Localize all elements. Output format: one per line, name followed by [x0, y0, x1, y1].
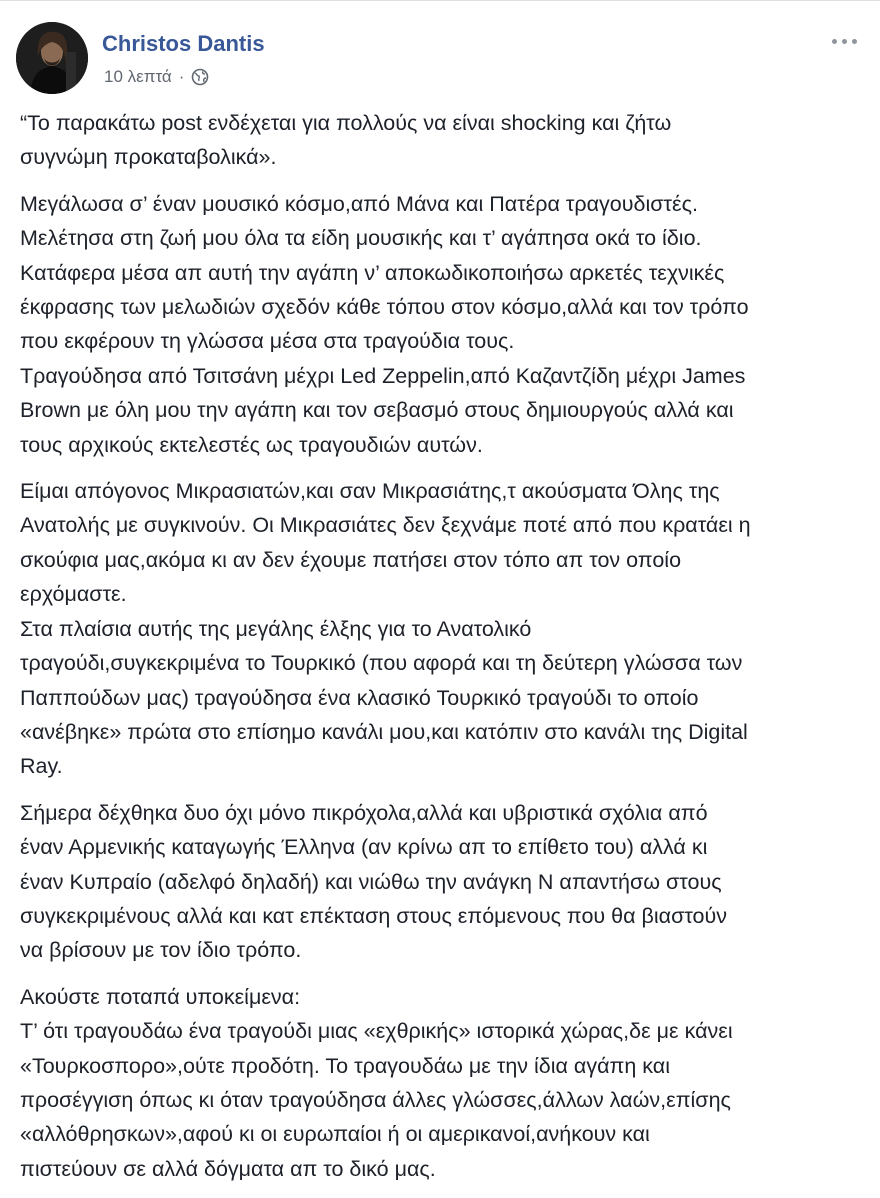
text-line: έκφρασης των μελωδιών σχεδόν κάθε τόπου στον κόσμο,αλλά και τον τρόπο	[20, 295, 749, 320]
post-text	[20, 106, 868, 1198]
text-line: Είμαι απόγονος Μικρασιατών,και σαν Μικρασιάτης,τ ακούσματα Όλης της	[20, 479, 720, 504]
text-line: προσέγγιση όπως κι όταν τραγούδησα άλλες γλώσσες,άλλων λαών,επίσης	[20, 1087, 731, 1112]
profile-photo	[16, 22, 88, 94]
post-header	[16, 22, 864, 98]
top-divider	[0, 0, 880, 1]
text-line: τραγούδι,συγκεκριμένα το Τουρκικό (που αφορά και τη δεύτερη γλώσσα των	[20, 651, 743, 676]
post-paragraph	[20, 187, 868, 462]
meta-separator: ·	[178, 67, 185, 86]
text-line: να βρίσουν με τον ίδιο τρόπο.	[20, 938, 302, 963]
text-line: «ανέβηκε» πρώτα στο επίσημο κανάλι μου,και κατόπιν στο κανάλι της Digital	[20, 719, 748, 744]
text-line: Brown με όλη μου την αγάπη και τον σεβασμό στους δημιουργούς αλλά και	[20, 398, 734, 423]
post-paragraph	[20, 474, 868, 784]
globe-icon[interactable]	[191, 68, 209, 86]
post-timestamp[interactable]: 10 λεπτά	[104, 67, 172, 86]
text-line: Μελέτησα στη ζωή μου όλα τα είδη μουσικής και τ’ αγάπησα οκά το ίδιο.	[20, 226, 702, 251]
text-line: Παππούδων μας) τραγούδησα ένα κλασικό Τουρκικό τραγούδι το οποίο	[20, 685, 699, 710]
text-line: Ακούστε ποταπά υποκείμενα:	[20, 984, 301, 1009]
text-line: Ray.	[20, 754, 63, 779]
text-line: ερχόμαστε.	[20, 582, 127, 607]
text-line: Στα πλαίσια αυτής της μεγάλης έλξης για το Ανατολικό	[20, 616, 532, 641]
avatar[interactable]	[16, 22, 88, 94]
text-line: έναν Αρμενικής καταγωγής Έλληνα (αν κρίνω απ το επίθετο του) αλλά κι	[20, 835, 708, 860]
text-line: «Τουρκοσπορο»,ούτε προδότη. Το τραγουδάω με την ίδια αγάπη και	[20, 1053, 670, 1078]
text-line: Σήμερα δέχθηκα δυο όχι μόνο πικρόχολα,αλλά και υβριστικά σχόλια από	[20, 800, 708, 825]
more-options-icon[interactable]	[824, 26, 864, 56]
text-line: τους αρχικούς εκτελεστές ως τραγουδιών αυτών.	[20, 432, 483, 457]
author-name-link[interactable]: Christos Dantis	[102, 31, 265, 56]
text-line: σκούφια μας,ακόμα κι αν δεν έχουμε πατήσει στον τόπο απ τον οποίο	[20, 547, 682, 572]
text-line: «αλλόθρησκων»,αφού κι οι ευρωπαίοι ή οι αμερικανοί,ανήκουν και	[20, 1122, 650, 1147]
text-line: Ανατολής με συγκινούν. Οι Μικρασιάτες δεν ξεχνάμε ποτέ από που κρατάει η	[20, 513, 751, 538]
post-paragraph	[20, 980, 868, 1186]
text-line: που εκφέρουν τη γλώσσα μέσα στα τραγούδια τους.	[20, 329, 515, 354]
text-line: Κατάφερα μέσα απ αυτή την αγάπη ν’ αποκωδικοποιήσω αρκετές τεχνικές	[20, 260, 725, 285]
text-line: Μεγάλωσα σ’ έναν μουσικό κόσμο,από Μάνα και Πατέρα τραγουδιστές.	[20, 191, 698, 216]
text-line: έναν Κυπραίο (αδελφό δηλαδή) και νιώθω την ανάγκη Ν απαντήσω στους	[20, 869, 722, 894]
text-line: συγκεκριμένους αλλά και κατ επέκταση στους επόμενους που θα βιαστούν	[20, 903, 728, 928]
post-paragraph	[20, 796, 868, 968]
post-meta	[104, 67, 209, 87]
text-line: “Το παρακάτω post ενδέχεται για πολλούς να είναι shocking και ζήτω	[20, 111, 672, 135]
text-line: Τ’ ότι τραγουδάω ένα τραγούδι μιας «εχθρικής» ιστορικά χώρας,δε με κάνει	[20, 1019, 733, 1044]
text-line: συγνώμη προκαταβολικά».	[20, 145, 277, 170]
text-line: πιστεύουν σε αλλά δόγματα απ το δικό μας.	[20, 1156, 436, 1181]
post-paragraph	[20, 106, 868, 175]
text-line: Τραγούδησα από Τσιτσάνη μέχρι Led Zeppelin,από Καζαντζίδη μέχρι James	[20, 363, 746, 388]
